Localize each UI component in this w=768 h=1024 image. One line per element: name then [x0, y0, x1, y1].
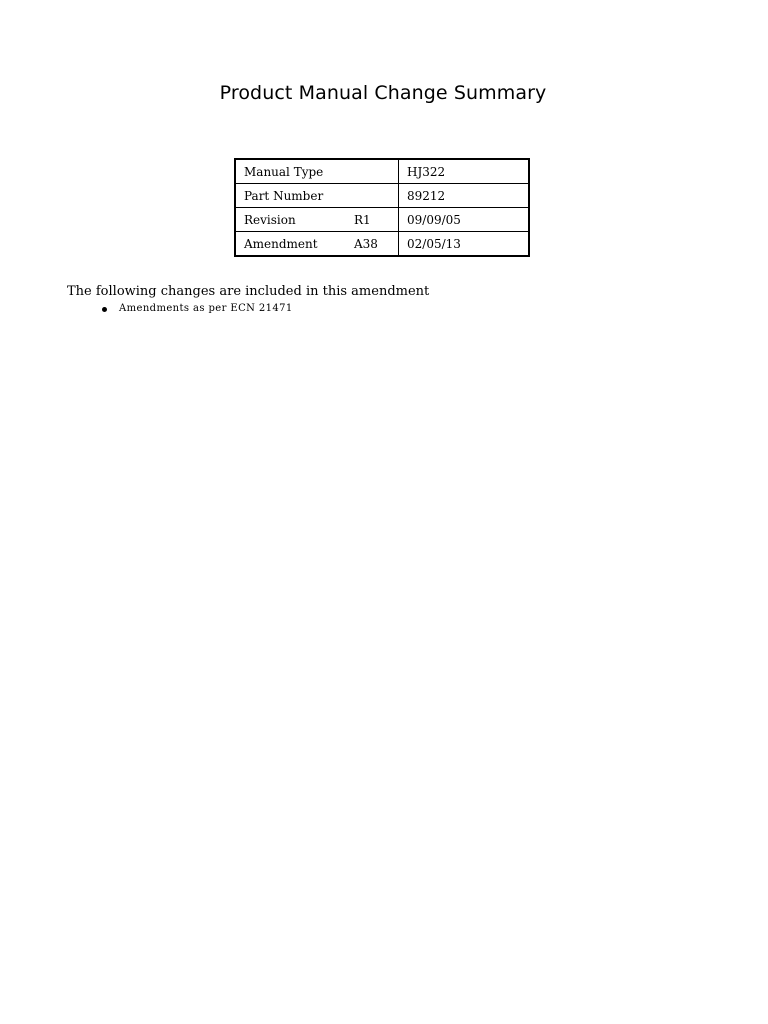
- row-value: 02/05/13: [399, 232, 530, 257]
- row-code: [348, 159, 399, 184]
- document-title: Product Manual Change Summary: [219, 82, 547, 104]
- row-code: [348, 184, 399, 208]
- list-item-text: Amendments as per ECN 21471: [119, 303, 293, 314]
- row-code: R1: [348, 208, 399, 232]
- row-value: HJ322: [399, 159, 530, 184]
- table-row: [235, 208, 529, 232]
- row-value: 09/09/05: [399, 208, 530, 232]
- row-label: Revision: [235, 208, 348, 232]
- table-row: [235, 159, 529, 184]
- manual-info-table: [234, 158, 530, 257]
- row-label: Manual Type: [244, 164, 324, 179]
- table-row: [235, 232, 529, 257]
- table-row: [235, 184, 529, 208]
- row-code: A38: [348, 232, 399, 257]
- row-label: Part Number: [235, 184, 348, 208]
- changes-intro: The following changes are included in this amendment: [67, 284, 430, 299]
- changes-list: [102, 302, 293, 316]
- bullet-icon: [102, 307, 107, 312]
- list-item: [102, 302, 293, 316]
- row-value: 89212: [399, 184, 530, 208]
- row-label: Amendment: [235, 232, 348, 257]
